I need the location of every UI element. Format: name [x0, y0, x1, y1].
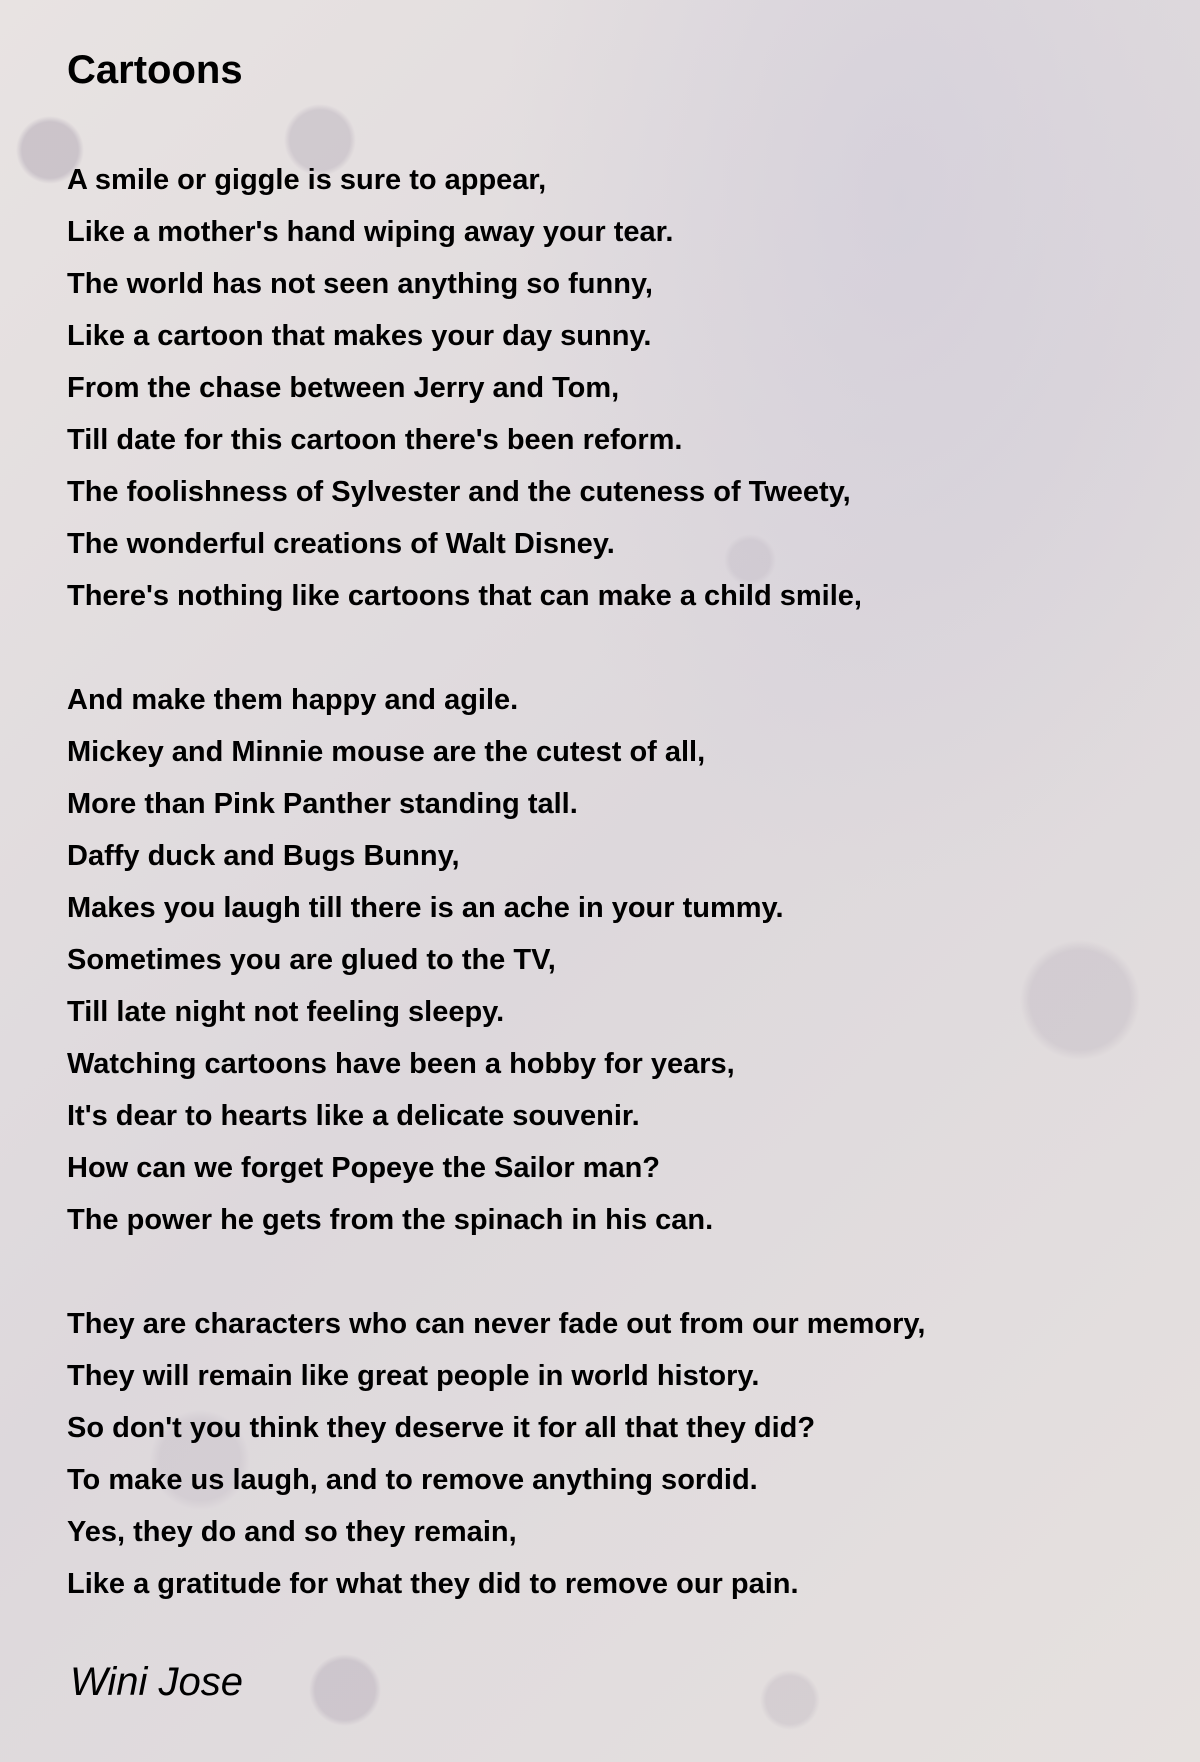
poem-line: More than Pink Panther standing tall.: [67, 788, 578, 820]
poem-line: Daffy duck and Bugs Bunny,: [67, 840, 460, 872]
poem-line: And make them happy and agile.: [67, 684, 519, 716]
poem-line: Sometimes you are glued to the TV,: [67, 944, 556, 976]
poem-line: How can we forget Popeye the Sailor man?: [67, 1152, 661, 1184]
poem-line: The wonderful creations of Walt Disney.: [67, 528, 615, 560]
poem-line: So don't you think they deserve it for all that they did?: [67, 1412, 816, 1444]
poem-line: Till date for this cartoon there's been reform.: [67, 424, 683, 456]
poem-body: [67, 154, 925, 1610]
poem-line: From the chase between Jerry and Tom,: [67, 372, 620, 404]
poem-line: Like a mother's hand wiping away your tear.: [67, 216, 674, 248]
poem-line: Like a gratitude for what they did to remove our pain.: [67, 1568, 799, 1600]
poem-line: There's nothing like cartoons that can make a child smile,: [67, 580, 862, 612]
poem-title: Cartoons: [67, 48, 243, 92]
poem-line: It's dear to hearts like a delicate souvenir.: [67, 1100, 640, 1132]
poem-line: The power he gets from the spinach in his can.: [67, 1204, 714, 1236]
poem-line: Yes, they do and so they remain,: [67, 1516, 517, 1548]
poem-line: The world has not seen anything so funny,: [67, 268, 653, 300]
poem-line: A smile or giggle is sure to appear,: [67, 164, 547, 196]
poem-line: They will remain like great people in world history.: [67, 1360, 760, 1392]
poem-line: Till late night not feeling sleepy.: [67, 996, 505, 1028]
poem-line: Mickey and Minnie mouse are the cutest of all,: [67, 736, 706, 768]
poem-line: Makes you laugh till there is an ache in your tummy.: [67, 892, 784, 924]
poem-author: Wini Jose: [70, 1660, 244, 1704]
poem-line: The foolishness of Sylvester and the cuteness of Tweety,: [67, 476, 851, 508]
poem-line: To make us laugh, and to remove anything sordid.: [67, 1464, 758, 1496]
stanza-break: [67, 1246, 925, 1298]
poem-line: Watching cartoons have been a hobby for years,: [67, 1048, 735, 1080]
stanza-break: [67, 622, 925, 674]
poem-line: Like a cartoon that makes your day sunny.: [67, 320, 652, 352]
poem-line: They are characters who can never fade out from our memory,: [67, 1308, 926, 1340]
